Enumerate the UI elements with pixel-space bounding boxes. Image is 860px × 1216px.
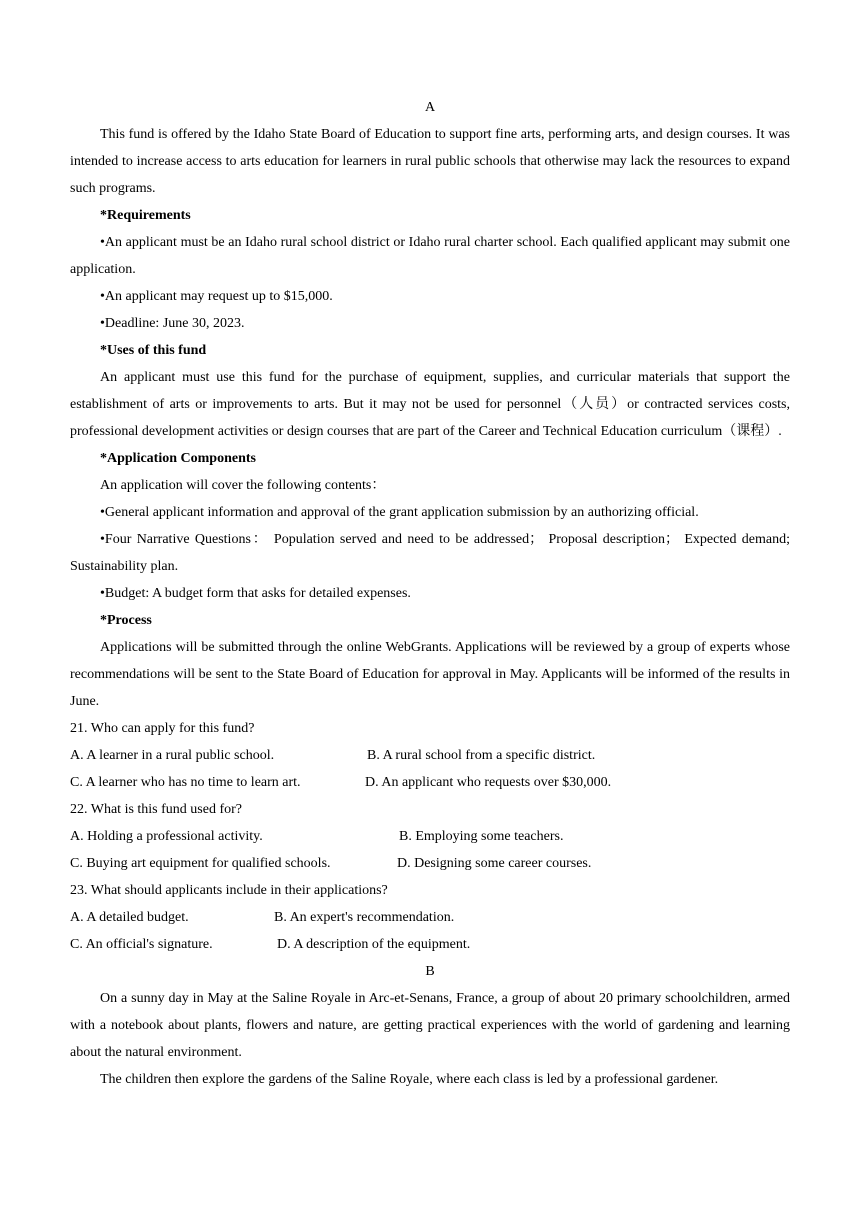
- components-intro: An application will cover the following contents：: [100, 478, 386, 493]
- option-b: B. An expert's recommendation.: [274, 910, 455, 925]
- option-c: C. An official's signature.: [70, 937, 213, 952]
- document-page: [70, 94, 790, 1093]
- options-row: [70, 823, 790, 850]
- process-heading: *Process: [100, 613, 152, 628]
- requirements-heading: *Requirements: [100, 208, 191, 223]
- option-d: D. Designing some career courses.: [397, 856, 592, 871]
- options-row: [70, 769, 790, 796]
- requirement-item: •An applicant may request up to $15,000.: [100, 289, 333, 304]
- question-stem: 22. What is this fund used for?: [70, 802, 242, 817]
- section-b-label: B: [425, 964, 435, 979]
- section-b-paragraph: On a sunny day in May at the Saline Royale in Arc-et-Senans, France, a group of about 20 primary schoolchildren, armed with a notebook about plants, flowers and nature, are getting practical experiences with the world of gardening and learning about the natural environment.: [70, 991, 790, 1060]
- options-row: [70, 931, 790, 958]
- requirement-item: •An applicant must be an Idaho rural school district or Idaho rural charter school. Each qualified applicant may submit one application.: [70, 235, 790, 277]
- requirement-item: •Deadline: June 30, 2023.: [100, 316, 245, 331]
- components-heading: *Application Components: [100, 451, 256, 466]
- option-c: C. Buying art equipment for qualified schools.: [70, 856, 331, 871]
- options-row: [70, 904, 790, 931]
- question-stem: 23. What should applicants include in their applications?: [70, 883, 388, 898]
- component-item: •General applicant information and approval of the grant application submission by an authorizing official.: [100, 505, 699, 520]
- option-b: B. Employing some teachers.: [399, 829, 564, 844]
- uses-text: An applicant must use this fund for the purchase of equipment, supplies, and curricular materials that support the establishment of arts or improvements to arts. But it may not be used for personnel（人员）or contracted services costs, professional development activities or design courses that are part of the Career and Technical Education curriculum（课程）.: [70, 370, 790, 439]
- component-item: •Budget: A budget form that asks for detailed expenses.: [100, 586, 411, 601]
- option-d: D. A description of the equipment.: [277, 937, 471, 952]
- section-a-intro: This fund is offered by the Idaho State Board of Education to support fine arts, performing arts, and design courses. It was intended to increase access to arts education for learners in rural public schools that otherwise may lack the resources to expand such programs.: [70, 127, 790, 196]
- option-d: D. An applicant who requests over $30,000.: [365, 775, 612, 790]
- option-a: A. A detailed budget.: [70, 910, 189, 925]
- options-row: [70, 742, 790, 769]
- option-b: B. A rural school from a specific district.: [367, 748, 596, 763]
- option-c: C. A learner who has no time to learn art.: [70, 775, 301, 790]
- section-b-paragraph: The children then explore the gardens of the Saline Royale, where each class is led by a professional gardener.: [100, 1072, 719, 1087]
- question-stem: 21. Who can apply for this fund?: [70, 721, 255, 736]
- component-item: •Four Narrative Questions： Population served and need to be addressed； Proposal description； Expected demand; Sustainability plan.: [70, 532, 790, 574]
- process-text: Applications will be submitted through the online WebGrants. Applications will be reviewed by a group of experts whose recommendations will be sent to the State Board of Education for approval in May. Applicants will be informed of the results in June.: [70, 640, 790, 709]
- option-a: A. Holding a professional activity.: [70, 829, 263, 844]
- uses-heading: *Uses of this fund: [100, 343, 207, 358]
- options-row: [70, 850, 790, 877]
- section-a-label: A: [424, 100, 436, 115]
- option-a: A. A learner in a rural public school.: [70, 748, 275, 763]
